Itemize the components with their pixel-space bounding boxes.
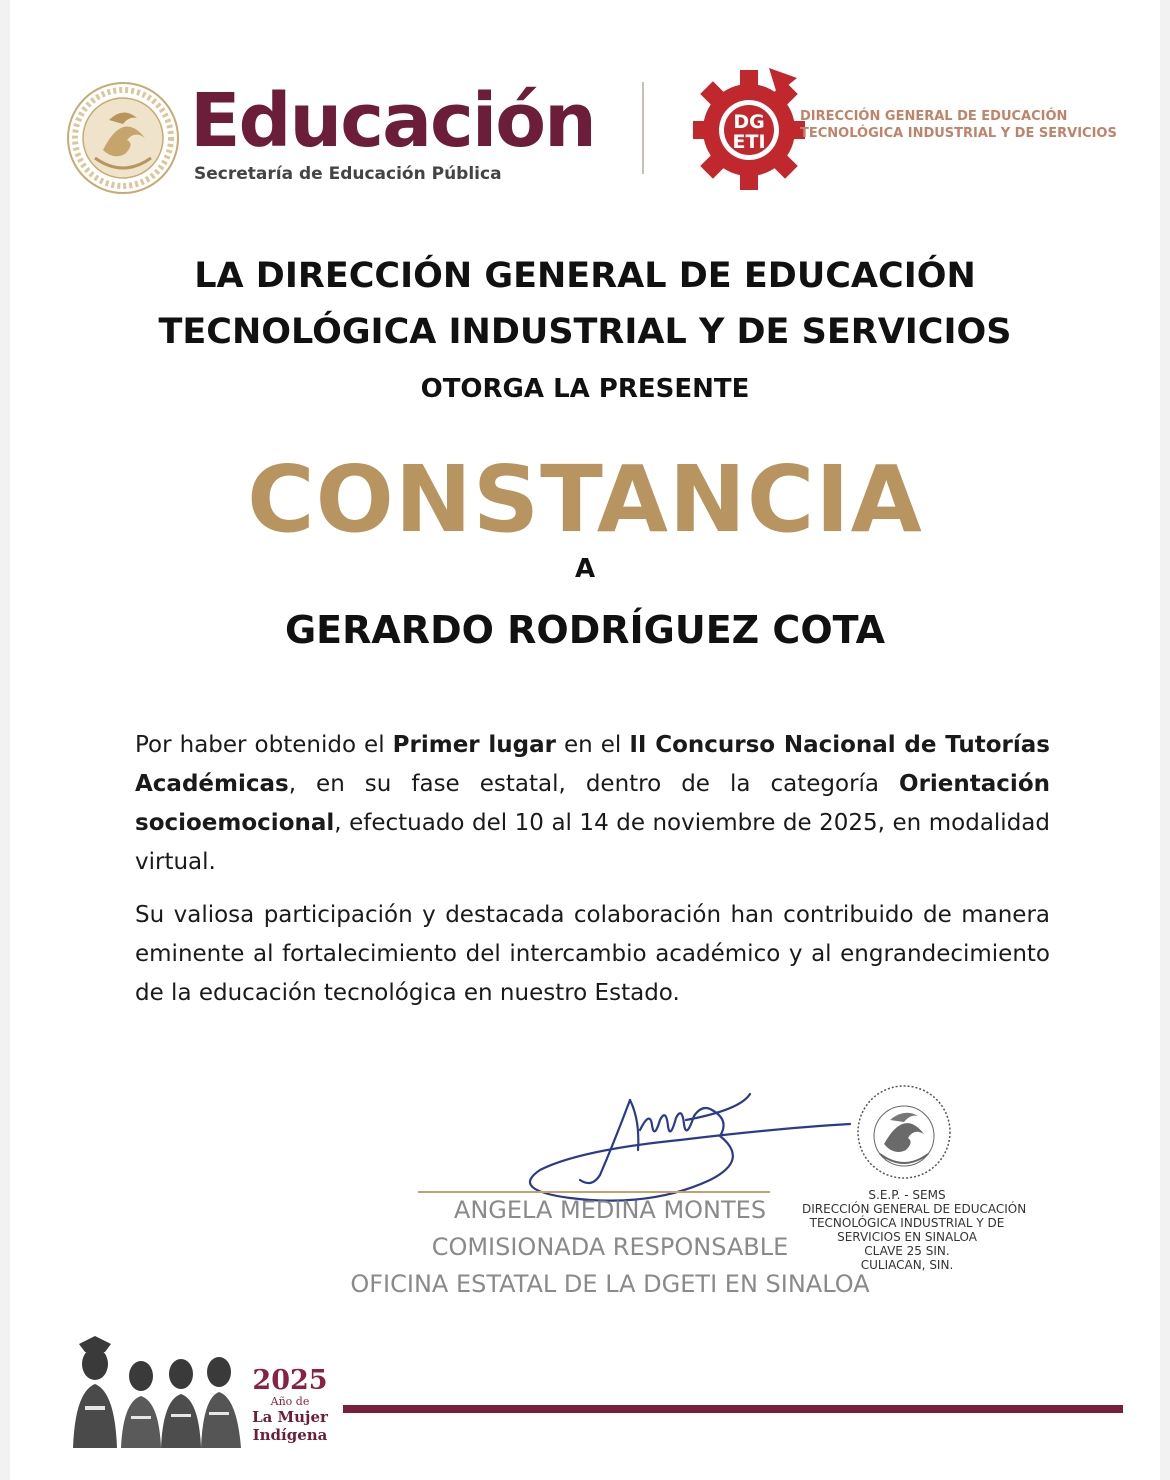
stamp-text bbox=[802, 1188, 1027, 1272]
header-divider bbox=[642, 82, 644, 174]
dgeti-name-line1: DIRECCIÓN GENERAL DE EDUCACIÓN bbox=[800, 109, 1068, 124]
stamp-line6: CULIACAN, SIN. bbox=[860, 1258, 954, 1272]
header bbox=[10, 0, 1160, 230]
p1-text-g: , efectuado del 10 al 14 de noviembre de 2025, en modalidad virtual. bbox=[135, 810, 1050, 875]
issuer-line1: LA DIRECCIÓN GENERAL DE EDUCACIÓN bbox=[194, 256, 976, 296]
p1-contest: II Concurso Nacional de Tutorías Académicas bbox=[135, 732, 1050, 797]
year-number: 2025 bbox=[252, 1365, 328, 1396]
p1-place: Primer lugar bbox=[392, 732, 556, 758]
dgeti-logo-icon bbox=[693, 60, 805, 192]
footer-bar bbox=[343, 1405, 1123, 1413]
year-theme-line2: Indígena bbox=[252, 1426, 328, 1444]
brand-title: Educación bbox=[190, 78, 595, 164]
year-caption: Año de bbox=[270, 1395, 310, 1408]
brand-subtitle: Secretaría de Educación Pública bbox=[194, 164, 502, 184]
stamp-line3: TECNOLÓGICA INDUSTRIAL Y DE bbox=[809, 1216, 1005, 1230]
svg-text:DG: DG bbox=[733, 111, 765, 133]
p1-text-e: , en su fase estatal, dentro de la categoría bbox=[288, 771, 900, 797]
grants-text: OTORGA LA PRESENTE bbox=[420, 374, 750, 404]
svg-text:ETI: ETI bbox=[732, 131, 766, 153]
mexican-seal-icon bbox=[65, 80, 181, 196]
issuer bbox=[10, 248, 1160, 360]
year-theme-line1: La Mujer bbox=[252, 1408, 328, 1426]
to-label: A bbox=[574, 554, 596, 584]
signer-office: OFICINA ESTATAL DE LA DGETI EN SINALOA bbox=[350, 1270, 870, 1298]
stamp-line1: S.E.P. - SEMS bbox=[868, 1188, 946, 1202]
stamp-seal-icon bbox=[852, 1080, 956, 1184]
p1-text-c: en el bbox=[555, 732, 630, 758]
p1-category: Orientación socioemocional bbox=[135, 771, 1050, 836]
year-badge bbox=[244, 1366, 336, 1444]
indigenous-women-illustration-icon bbox=[55, 1336, 245, 1448]
certificate-page bbox=[10, 0, 1160, 1480]
stamp-line5: CLAVE 25 SIN. bbox=[864, 1244, 950, 1258]
p1-text-a: Por haber obtenido el bbox=[135, 732, 393, 758]
body-paragraph-2: Su valiosa participación y destacada colaboración han contribuido de manera eminente al fortalecimiento del intercambio académico y al engrandecimiento de la educación tecnológica en nuestro Estado. bbox=[135, 902, 1050, 1006]
document-type: CONSTANCIA bbox=[247, 446, 923, 553]
body-paragraph-1 bbox=[135, 726, 1050, 882]
recipient-name: GERARDO RODRÍGUEZ COTA bbox=[284, 608, 886, 652]
dgeti-name bbox=[800, 108, 1117, 142]
stamp-line4: SERVICIOS EN SINALOA bbox=[837, 1230, 977, 1244]
signer-role: COMISIONADA RESPONSABLE bbox=[431, 1233, 789, 1261]
signer-name: ANGELA MEDINA MONTES bbox=[453, 1196, 767, 1224]
issuer-line2: TECNOLÓGICA INDUSTRIAL Y DE SERVICIOS bbox=[158, 312, 1012, 352]
stamp-line2: DIRECCIÓN GENERAL DE EDUCACIÓN bbox=[802, 1202, 1027, 1216]
dgeti-name-line2: TECNOLÓGICA INDUSTRIAL Y DE SERVICIOS bbox=[800, 126, 1117, 141]
